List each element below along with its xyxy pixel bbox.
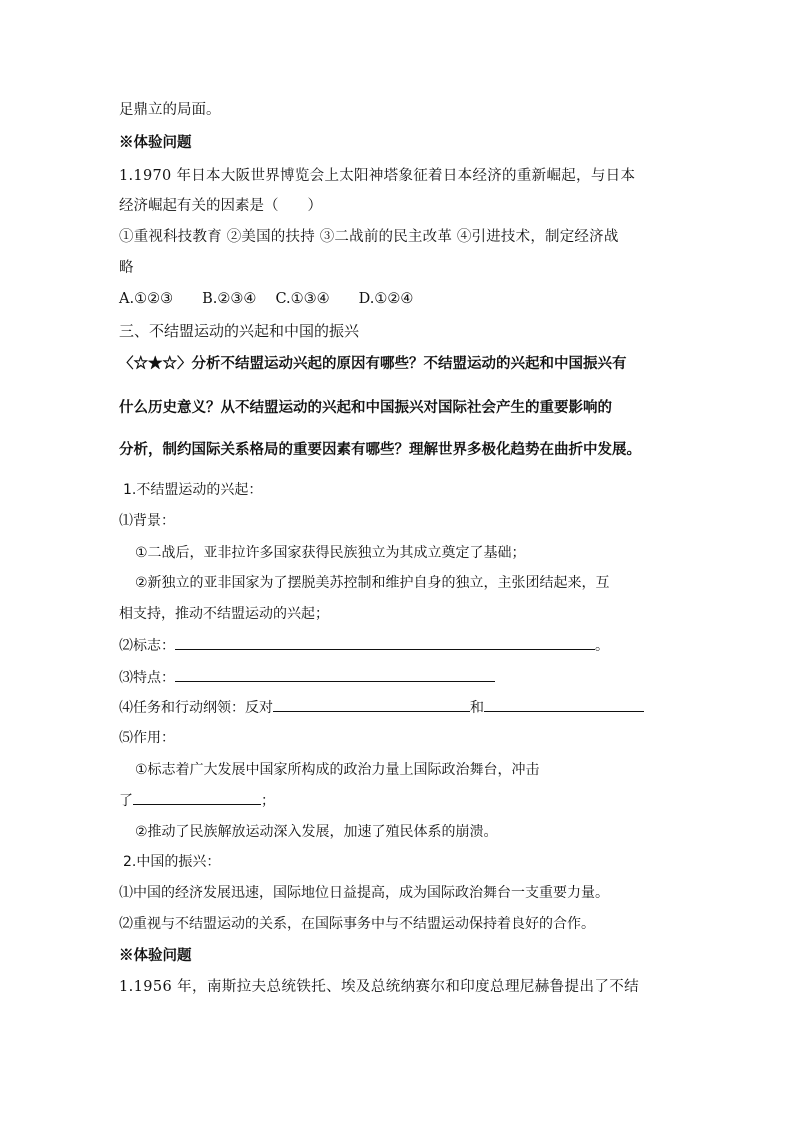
answer-blank[interactable] bbox=[175, 667, 495, 682]
text-line: ②新独立的亚非国家为了摆脱美苏控制和维护自身的独立，主张团结起来，互 bbox=[135, 575, 610, 591]
punctuation: ； bbox=[261, 793, 275, 809]
label: ⑵标志： bbox=[119, 638, 175, 654]
text-line: ⑵重视与不结盟运动的关系，在国际事务中与不结盟运动保持着良好的合作。 bbox=[119, 916, 595, 932]
section-heading: ※体验问题 bbox=[119, 134, 192, 151]
learning-goal: 〈☆★☆〉分析不结盟运动兴起的原因有哪些？不结盟运动的兴起和中国振兴有 bbox=[119, 355, 627, 372]
text-line: 足鼎立的局面。 bbox=[119, 102, 221, 118]
label: 和 bbox=[470, 700, 484, 716]
text-line: ①二战后，亚非拉许多国家获得民族独立为其成立奠定了基础； bbox=[135, 545, 526, 561]
section-title: 三、不结盟运动的兴起和中国的振兴 bbox=[119, 322, 360, 340]
learning-goal: 分析，制约国际关系格局的重要因素有哪些？理解世界多极化趋势在曲折中发展。 bbox=[119, 441, 641, 458]
question-options: 略 bbox=[119, 260, 134, 276]
text-line: 相支持，推动不结盟运动的兴起； bbox=[119, 606, 329, 622]
answer-blank[interactable] bbox=[484, 697, 644, 712]
fill-in-line bbox=[119, 635, 609, 656]
answer-blank[interactable] bbox=[273, 697, 470, 712]
subheading: 2.中国的振兴： bbox=[123, 854, 221, 870]
subheading: 1.不结盟运动的兴起： bbox=[123, 482, 263, 498]
subheading: ⑴背景： bbox=[119, 513, 175, 529]
fill-in-line bbox=[119, 697, 644, 718]
fill-in-line bbox=[119, 667, 495, 688]
section-heading: ※体验问题 bbox=[119, 947, 192, 964]
learning-goal: 什么历史意义？从不结盟运动的兴起和中国振兴对国际社会产生的重要影响的 bbox=[119, 399, 612, 416]
question-text: 经济崛起有关的因素是（ ） bbox=[119, 198, 322, 214]
text-line: ①标志着广大发展中国家所构成的政治力量上国际政治舞台，冲击 bbox=[135, 762, 540, 778]
label: ⑶特点： bbox=[119, 670, 175, 686]
answer-blank[interactable] bbox=[133, 790, 261, 805]
punctuation: 。 bbox=[595, 638, 609, 654]
question-options: ①重视科技教育 ②美国的扶持 ③二战前的民主改革 ④引进技术，制定经济战 bbox=[119, 229, 619, 245]
answer-blank[interactable] bbox=[175, 635, 595, 650]
subheading: ⑸作用： bbox=[119, 730, 175, 746]
text-line: ⑴中国的经济发展迅速，国际地位日益提高，成为国际政治舞台一支重要力量。 bbox=[119, 885, 609, 901]
answer-choices: A.①②③ B.②③④ C.①③④ D.①②④ bbox=[119, 291, 414, 307]
fill-in-line bbox=[119, 790, 275, 811]
label: ⑷任务和行动纲领：反对 bbox=[119, 700, 273, 716]
question-text: 1.1970 年日本大阪世界博览会上太阳神塔象征着日本经济的重新崛起，与日本 bbox=[119, 168, 636, 184]
label: 了 bbox=[119, 793, 133, 809]
question-text: 1.1956 年，南斯拉夫总统铁托、埃及总统纳赛尔和印度总理尼赫鲁提出了不结 bbox=[119, 979, 640, 995]
text-line: ②推动了民族解放运动深入发展，加速了殖民体系的崩溃。 bbox=[135, 824, 498, 840]
